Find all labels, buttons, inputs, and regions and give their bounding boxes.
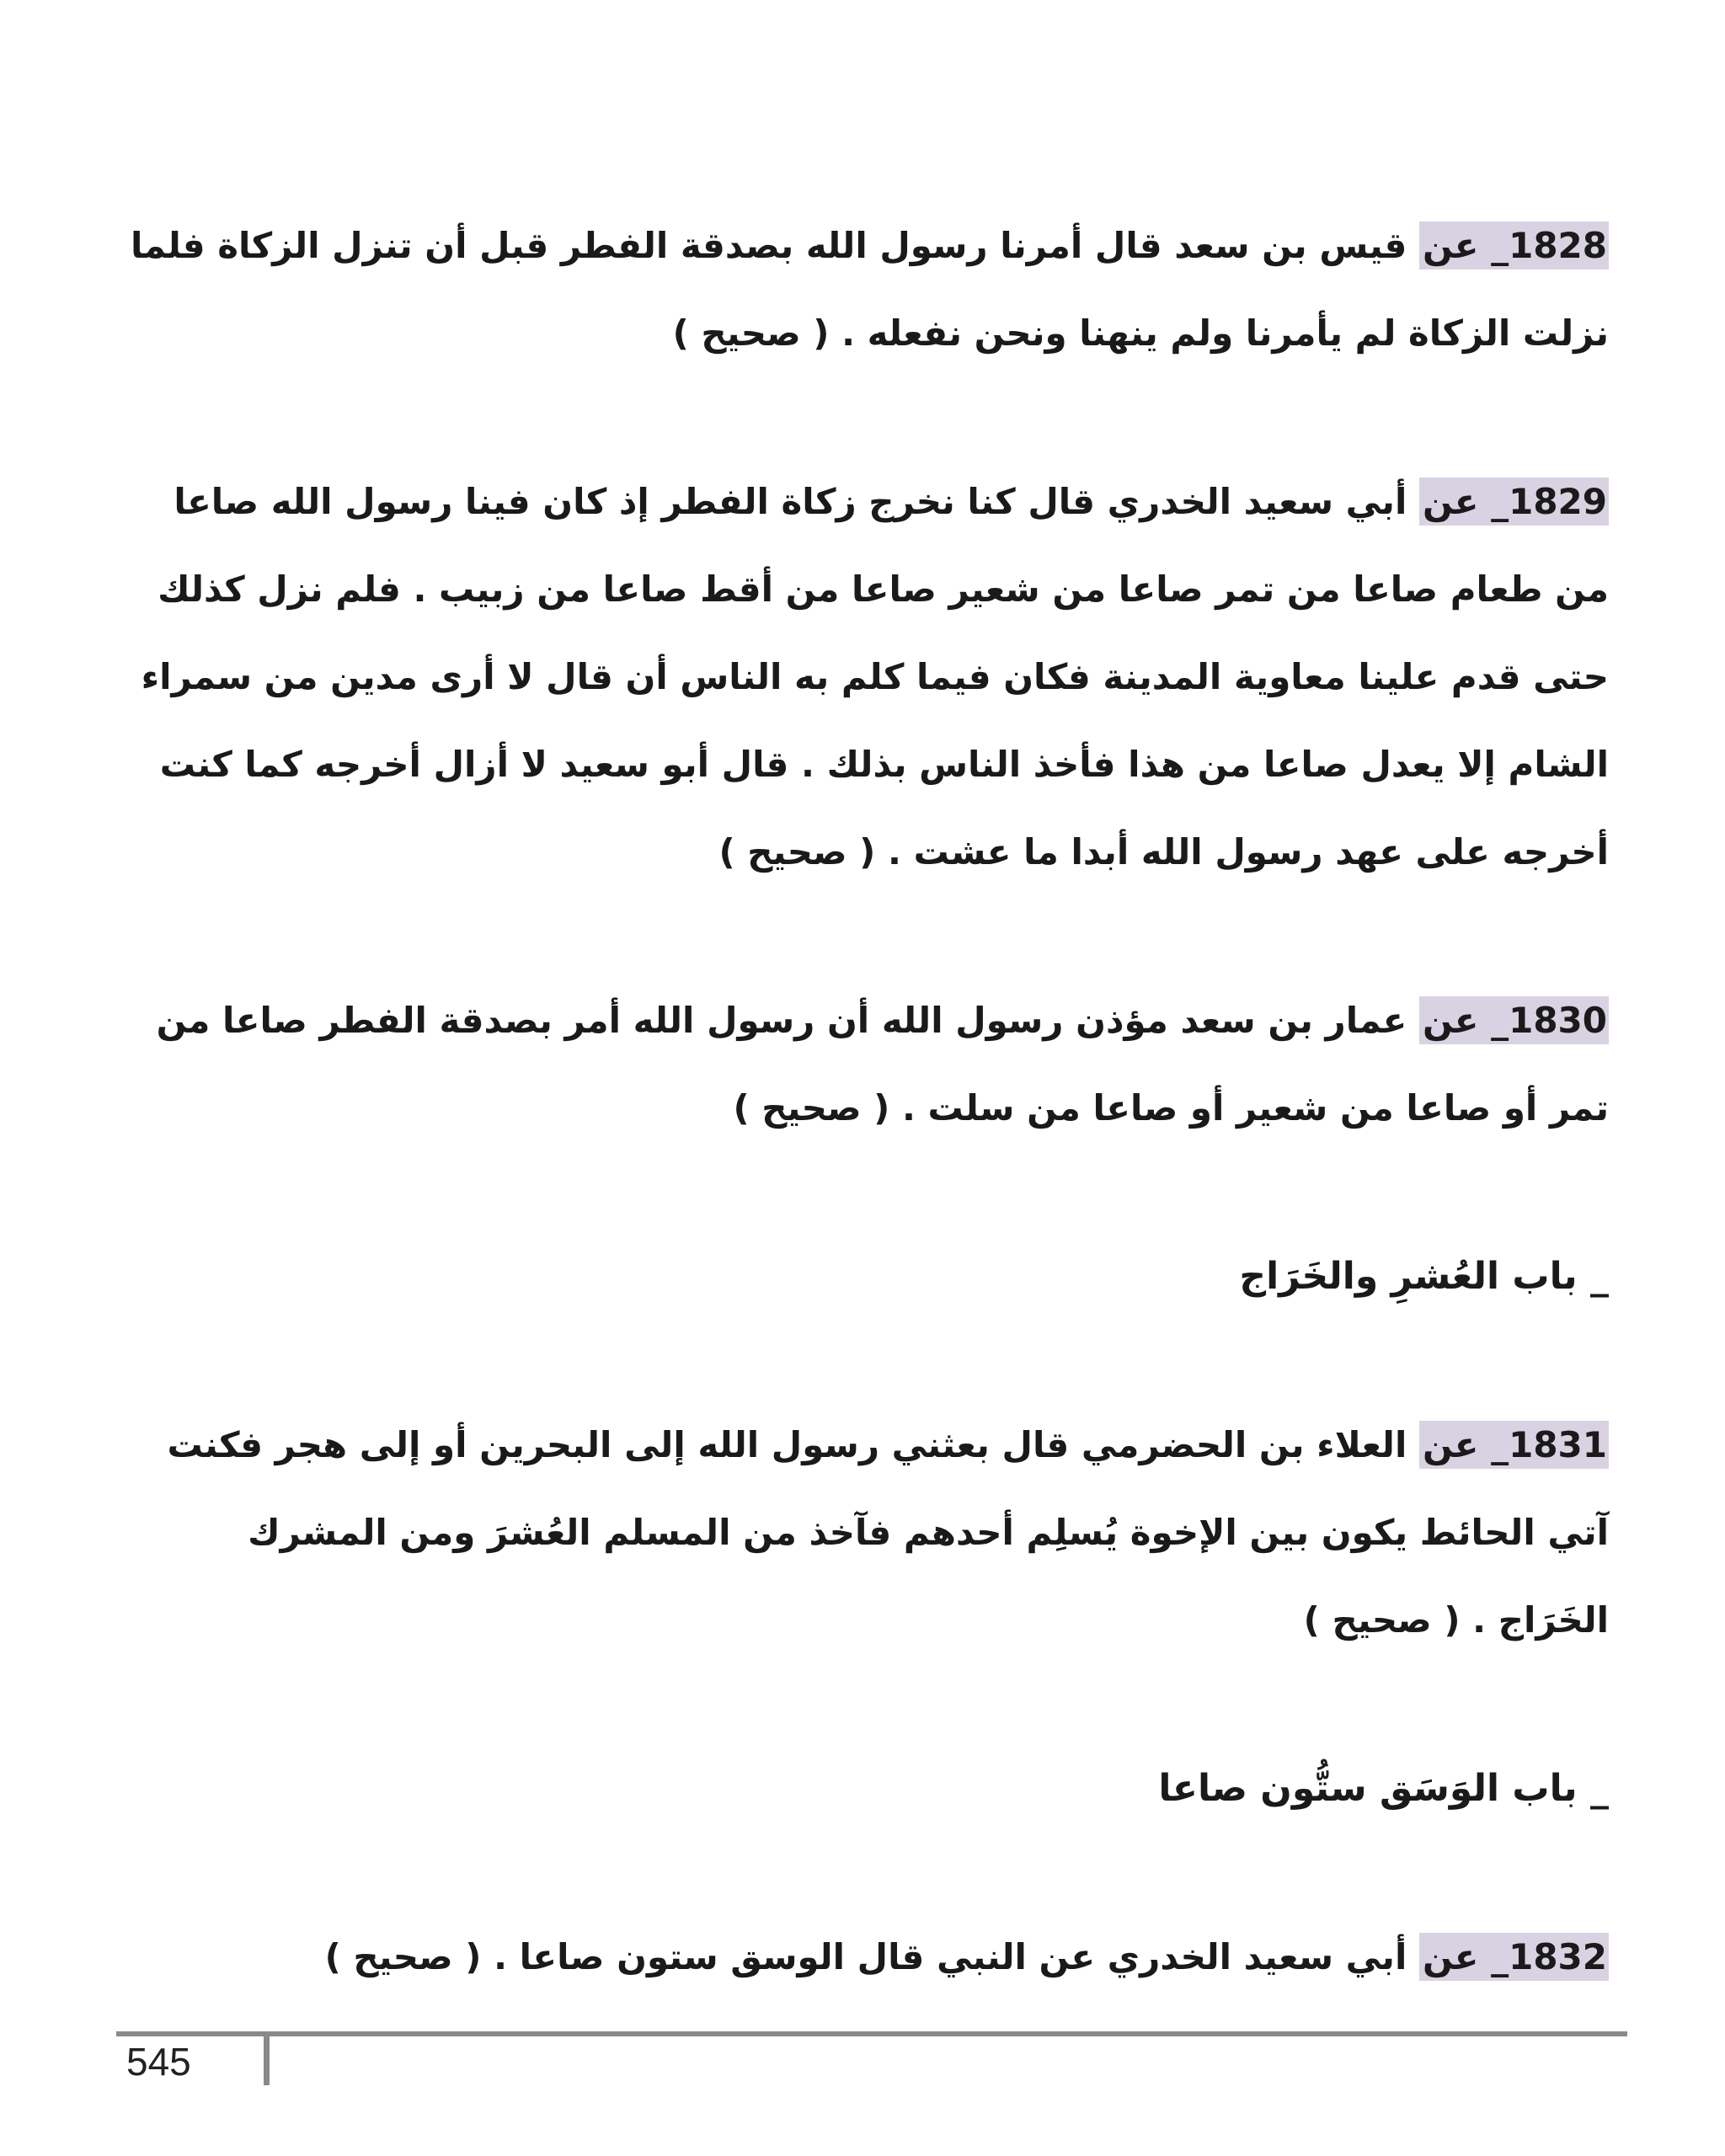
chapter-heading-tithe-kharaj: _ باب العُشرِ والخَرَاج [1239, 1255, 1609, 1298]
hadith-text: قيس بن سعد قال أمرنا رسول الله بصدقة الفطر قبل أن تنزل الزكاة فلما نزلت الزكاة لم يأمرنا ولم ينهنا ونحن نفعله . ( صحيح ) [131, 225, 1609, 354]
hadith-lead-word: عن [1422, 225, 1479, 266]
hadith-separator: _ [1478, 1000, 1509, 1041]
hadith-heading-highlight [1419, 478, 1609, 526]
hadith-heading-highlight [1419, 221, 1609, 270]
hadith-number: 1832 [1509, 1936, 1607, 1977]
page-content [126, 202, 1609, 2082]
hadith-lead-word: عن [1422, 1000, 1479, 1041]
hadith-lead-word: عن [1422, 1424, 1479, 1465]
hadith-text: أبي سعيد الخدري عن النبي قال الوسق ستون صاعا . ( صحيح ) [324, 1936, 1419, 1977]
hadith-lead-word: عن [1422, 1936, 1479, 1977]
chapter-heading-wasq: _ باب الوَسَق ستُّون صاعا [1158, 1767, 1609, 1810]
hadith-separator: _ [1478, 1936, 1509, 1977]
hadith-1832 [126, 1913, 1609, 2001]
hadith-separator: _ [1478, 1424, 1509, 1465]
hadith-separator: _ [1478, 481, 1509, 522]
hadith-1830 [126, 977, 1609, 1152]
hadith-number: 1829 [1509, 481, 1607, 522]
hadith-text: العلاء بن الحضرمي قال بعثني رسول الله إلى البحرين أو إلى هجر فكنت آتي الحائط يكون بين الإخوة يُسلِم أحدهم فآخذ من المسلم العُشرَ ومن المشرك الخَرَاج . ( صحيح ) [167, 1424, 1609, 1641]
hadith-heading-highlight [1419, 1933, 1609, 1981]
page-number: 545 [126, 2040, 191, 2084]
hadith-separator: _ [1478, 225, 1509, 266]
hadith-number: 1831 [1509, 1424, 1607, 1465]
hadith-lead-word: عن [1422, 481, 1479, 522]
hadith-1829 [126, 458, 1609, 896]
footer-divider-tick [264, 2036, 270, 2085]
hadith-text: عمار بن سعد مؤذن رسول الله أن رسول الله أمر بصدقة الفطر صاعا من تمر أو صاعا من شعير أو صاعا من سلت . ( صحيح ) [156, 1000, 1609, 1129]
hadith-1828 [126, 202, 1609, 377]
hadith-heading-highlight [1419, 1421, 1609, 1469]
hadith-1831 [126, 1401, 1609, 1664]
footer-rule [116, 2031, 1627, 2036]
hadith-text: أبي سعيد الخدري قال كنا نخرج زكاة الفطر إذ كان فينا رسول الله صاعا من طعام صاعا من تمر صاعا من شعير صاعا من أقط صاعا من زبيب . فلم نزل كذلك حتى قدم علينا معاوية المدينة فكان فيما كلم به الناس أن قال لا أرى مدين من سمراء الشام إلا يعدل صاعا من هذا فأخذ الناس بذلك . قال أبو سعيد لا أزال أخرجه كما كنت أخرجه على عهد رسول الله أبدا ما عشت . ( صحيح ) [141, 481, 1609, 873]
hadith-number: 1830 [1509, 1000, 1607, 1041]
hadith-number: 1828 [1509, 225, 1607, 266]
hadith-heading-highlight [1419, 996, 1609, 1044]
